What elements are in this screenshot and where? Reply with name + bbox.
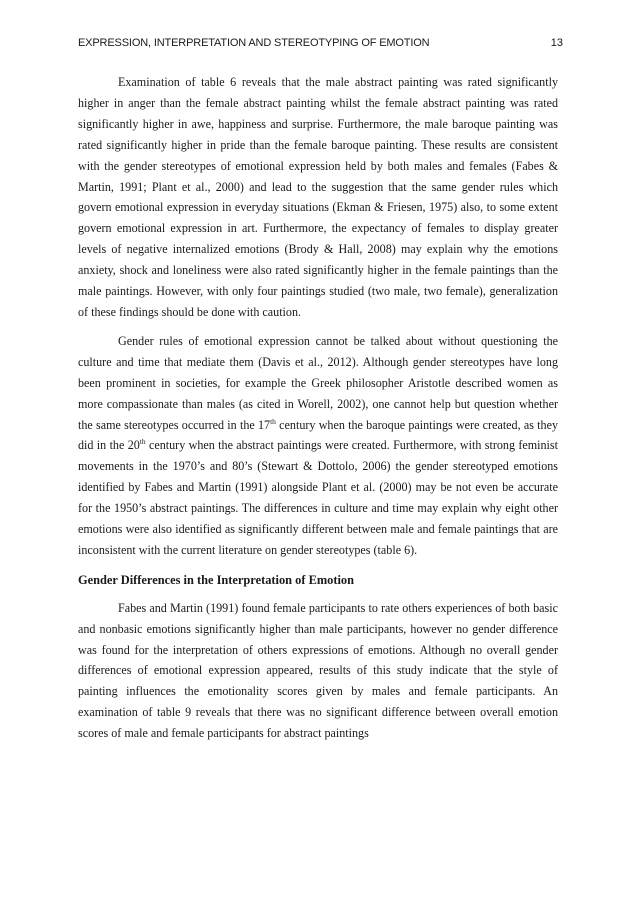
running-header bbox=[78, 37, 563, 53]
section-heading: Gender Differences in the Interpretation of Emotion bbox=[78, 572, 354, 587]
paragraph-text: Gender rules of emotional expression cannot be talked about without questioning the culture and time that mediate them (Davis et al., 2012). Although gender stereotypes have long been prominent in societies, for example the Greek philosopher Aristotle described women as more compassionate than males (as cited in Worell, 2002), one cannot help but question whether the same stereotypes occurred in the 17 bbox=[78, 333, 558, 432]
paragraph-table6-results: Examination of table 6 reveals that the male abstract painting was rated significantly higher in anger than the female abstract painting whilst the female abstract painting was rated significantly higher in awe, happiness and surprise. Furthermore, the male baroque painting was rated significantly higher in pride than the female baroque painting. These results are consistent with the gender stereotypes of emotional expression held by both males and females (Fabes & Martin, 1991; Plant et al., 2000) and lead to the suggestion that the same gender rules which govern emotional expression in everyday situations (Ekman & Friesen, 1975) also, to some extent govern emotional expression in art. Furthermore, the expectancy of females to display greater levels of negative internalized emotions (Brody & Hall, 2008) may explain why the emotions anxiety, shock and loneliness were also rated significantly higher in the female paintings than the male paintings. However, with only four paintings studied (two male, two female), generalization of these findings should be done with caution. bbox=[78, 75, 558, 319]
running-head-title: EXPRESSION, INTERPRETATION AND STEREOTYPING OF EMOTION bbox=[78, 37, 430, 49]
paragraph-text: century when the abstract paintings were created. Furthermore, with strong feminist movements in the 1970’s and 80’s (Stewart & Dottolo, 2006) the gender stereotyped emotions identified by Fabes and Martin (1991) alongside Plant et al. (2000) may be not even be accurate for the 1950’s abstract paintings. The differences in culture and time may explain why eight other emotions were also identified as significantly different between male and female paintings that are inconsistent with the current literature on gender stereotypes (table 6). bbox=[78, 438, 558, 557]
document-body bbox=[78, 72, 558, 744]
superscript-th: th bbox=[270, 416, 276, 426]
paragraph-gender-rules bbox=[78, 331, 558, 561]
paragraph-text: century when the baroque paintings were created, as they did in the 20 bbox=[78, 417, 559, 453]
page-number: 13 bbox=[550, 37, 563, 49]
superscript-th: th bbox=[139, 437, 146, 447]
paragraph-interpretation: Fabes and Martin (1991) found female participants to rate others experiences of both basic and nonbasic emotions significantly higher than male participants, however no gender difference was found for the interpretation of others expressions of emotions. Although no overall gender differences of emotional expression appeared, results of this study indicate that the style of painting influences the emotionality scores given by males and female participants. An examination of table 9 reveals that there was no significant difference between overall emotion scores of male and female participants for abstract paintings bbox=[78, 600, 558, 741]
